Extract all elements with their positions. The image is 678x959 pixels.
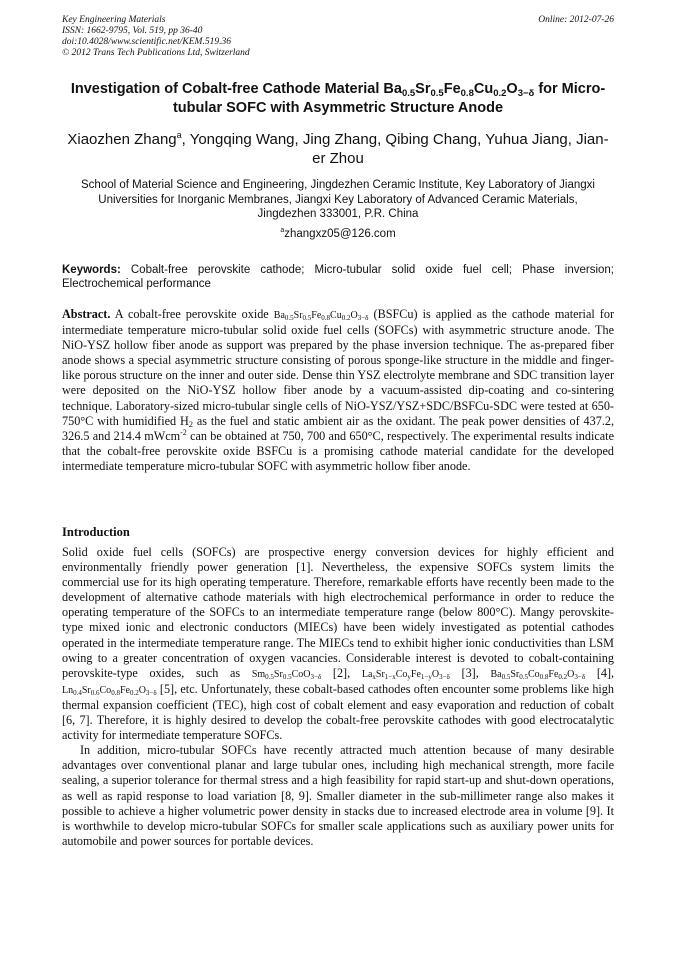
doi-line: doi:10.4028/www.scientific.net/KEM.519.36 [62, 37, 231, 47]
introduction-body [62, 545, 614, 849]
formula-lnscf: $Ln_{0.4}Sr_{0.6}Co_{0.8}Fe_{0.2}O_{3-\delta}$ [62, 684, 157, 697]
copyright-line: © 2012 Trans Tech Publications Ltd, Switzerland [62, 48, 250, 58]
issn-line: ISSN: 1662-9795, Vol. 519, pp 36-40 [62, 26, 203, 36]
introduction-heading: Introduction [62, 525, 130, 539]
author-list: Xiaozhen Zhang$^a$, Yongqing Wang, Jing Zhang, Qibing Chang, Yuhua Jiang, Jian-er Zhou [67, 130, 609, 167]
formula-smsrcoo: $Sm_{0.5}Sr_{0.5}CoO_{3-\delta}$ [251, 668, 322, 681]
formula-bscf: $Ba_{0.5}Sr_{0.5}Co_{0.8}Fe_{0.2}O_{3-\delta}$ [490, 668, 586, 681]
online-date: Online: 2012-07-26 [538, 15, 614, 25]
formula-bsfcu: $Ba_{0.5}Sr_{0.5}Fe_{0.8}Cu_{0.2}O_{3-\delta}$ [273, 310, 369, 322]
author-email[interactable]: $^a$zhangxz05@126.com [280, 227, 396, 240]
keywords [62, 263, 614, 291]
formula-lsrcofe: $La_xSr_{1-x}Co_yFe_{1-y}O_{3-\delta}$ [361, 668, 450, 681]
journal-header [62, 15, 614, 59]
abstract: Abstract. A cobalt-free perovskite oxide $Ba_{0.5}Sr_{0.5}Fe_{0.8}Cu_{0.2}O_{3-\delta}$ (BSFCu) is applied as the cathode material for intermediate temperature micro-tubular solid oxide fuel cells (SOFCs) with asymmetric structure anode. The NiO-YSZ hollow fiber anode as support was prepared by the phase inversion technique. The as-prepared fiber anode shows a special asymmetric structure consisting of porous sponge-like structure in the middle and finger-like porous structure on the inner and outer side. Dense thin YSZ electrolyte membrane and SDC transition layer were deposited on the NiO-YSZ hollow fiber anode by a vacuum-assisted dip-coating and co-sintering technique. Laboratory-sized micro-tubular single cells of NiO-YSZ/YSZ+SDC/BSFCu-SDC were tested at 650-750°C with humidified $H_2$ as the fuel and static ambient air as the oxidant. The peak power densities of 437.2, 326.5 and 214.4 mWcm$^{-2}$ can be obtained at 750, 700 and 650°C, respectively. The experimental results indicate that the cobalt-free perovskite oxide BSFCu is a promising cathode material candidate for the developed intermediate temperature micro-tubular SOFC with asymmetric hollow fiber anode. [62, 307, 615, 473]
abstract-label: Abstract. [62, 307, 111, 321]
keywords-text: Cobalt-free perovskite cathode; Micro-tubular solid oxide fuel cell; Phase inversion; Electrochemical performance [62, 264, 614, 290]
intro-paragraph-1: Solid oxide fuel cells (SOFCs) are prospective energy conversion devices for highly efficient and environmentally friendly power generation [1]. Nevertheless, the expensive SOFCs system limits the commercial use for its high operating temperature. Therefore, remarkable efforts have recently been made to the development of alternative cathode materials with high electrochemical performance in order to reduce the operating temperature of the SOFCs to an intermediate temperature range (below 800°C). Mangy perovskite-type mixed ionic and electronic conductors (MIECs) have been widely investigated as potential cathodes operated in the intermediate temperature range. The MIECs tend to exhibit higher ionic conductivities than LSM owing to a greater concentration of oxygen vacancies. Considerable interest is devoted to cobalt-containing perovskite-type oxides, such as $Sm_{0.5}Sr_{0.5}CoO_{3-\delta}$ [2], $La_xSr_{1-x}Co_yFe_{1-y}O_{3-\delta}$ [3], $Ba_{0.5}Sr_{0.5}Co_{0.8}Fe_{0.2}O_{3-\delta}$ [4], $Ln_{0.4}Sr_{0.6}Co_{0.8}Fe_{0.2}O_{3-\delta}$ [5], etc. Unfortunately, these cobalt-based cathodes often encounter some problems like high thermal expansion coefficient (TEC), high cost of cobalt element and easy evaporation and reduction of cobalt [6, 7]. Therefore, it is highly desired to develop the cobalt-free perovskite cathodes with good electrocatalytic activity for intermediate temperature SOFCs. [62, 545, 615, 743]
affiliation: School of Material Science and Engineering, Jingdezhen Ceramic Institute, Key Laboratory of Jiangxi Universities for Inorganic Membranes, Jiangxi Key Laboratory of Advanced Ceramic Materials, Jingdezhen 333001, P.R. China [81, 179, 595, 220]
journal-name: Key Engineering Materials [62, 15, 166, 25]
intro-paragraph-2: In addition, micro-tubular SOFCs have recently attracted much attention because of many desirable advantages over conventional planar and large tubular ones, including high mechanical strength, more facile sealing, a superior tolerance for thermal stress and a high feasibility for rapid start-up and shut-down operations, as well as rapid response to load variation [8, 9]. Smaller diameter in the sub-millimeter range also makes it possible to achieve a higher volumetric power density in stacks due to increased electrode area in volume [9]. It is worthwhile to develop micro-tubular SOFCs for smaller scale applications such as auxiliary power units for automobile and power sources for portable devices. [62, 743, 614, 848]
paper-title: Investigation of Cobalt-free Cathode Material $Ba_{0.5}Sr_{0.5}Fe_{0.8}Cu_{0.2}O_{3-\delta}$ for Micro-tubular SOFC with Asymmetric Structure Anode [70, 81, 606, 116]
keywords-label: Keywords: [62, 264, 121, 276]
